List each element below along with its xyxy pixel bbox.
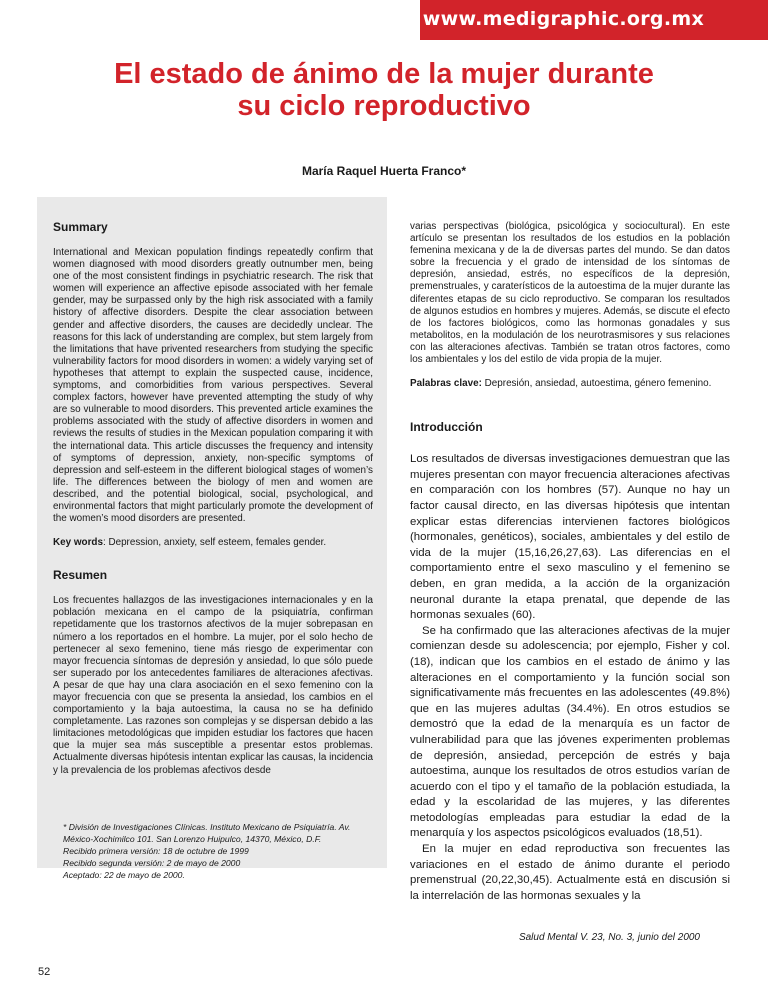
journal-citation: Salud Mental V. 23, No. 3, junio del 2000 — [518, 932, 700, 943]
title-line-1: El estado de ánimo de la mujer durante — [114, 58, 654, 90]
footnote — [53, 821, 373, 881]
right-column — [410, 221, 730, 904]
site-url[interactable]: www.medigraphic.org.mx — [422, 8, 704, 30]
summary-heading: Summary — [53, 220, 108, 234]
intro-paragraph-3: En la mujer en edad reproductiva son frecuentes las variaciones en el estado de ánimo durante el periodo premenstrual (20,22,30,45). Actualmente está en discusión si la interrelación de las hormonas sexuales y la — [410, 843, 730, 902]
keywords-label: Key words — [53, 537, 103, 549]
palabras-clave-label: Palabras clave: — [410, 378, 482, 390]
received-first: Recibido primera versión: 18 de octubre de 1999 — [63, 845, 249, 856]
left-column — [53, 220, 373, 881]
resumen-keywords — [410, 378, 730, 390]
affiliation: * División de Investigaciones Clínicas. Instituto Mexicano de Psiquiatría. Av. México-Xochimilco 101. San Lorenzo Huipulco, 14370, México, D.F. — [63, 821, 351, 844]
title-line-2: su ciclo reproductivo — [237, 90, 531, 122]
introduccion-heading: Introducción — [410, 420, 483, 435]
author-name: María Raquel Huerta Franco* — [301, 164, 467, 178]
page-number: 52 — [38, 966, 51, 978]
resumen-text-left: Los frecuentes hallazgos de las investigaciones internacionales y en la población mexicana en el campo de la psiquiatría, confirman repetidamente que los trastornos afectivos de la mujer sobrepasan en número a los reportados en el hombre. La mujer, por el solo hecho de pertenecer al sexo femenino, tiene más riesgo de experimentar con mayor frecuencia síntomas de depresión y ansiedad, lo que sólo puede ser superado por los antecedentes familiares de alteraciones afectivas. A pesar de que hay una clara asociación en el sexo femenino con la mayor frecuencia con que se presenta la ansiedad, los cambios en el comportamiento y la baja autoestima, la causa no se ha definido completamente. Las razones son complejas y se dispersan debido a las limitaciones metodológicas que impiden estudiar los factores que hacen que la mujer sea más susceptible a presentar estos problemas. Actualmente diversas hipótesis intentan explicar las causas, la incidencia y la prevalencia de los problemas afectivos desde — [53, 595, 374, 776]
palabras-clave-text: Depresión, ansiedad, autoestima, género femenino. — [481, 378, 712, 390]
accepted-date: Aceptado: 22 de mayo de 2000. — [63, 869, 185, 880]
received-second: Recibido segunda versión: 2 de mayo de 2000 — [63, 857, 241, 868]
article-title — [40, 58, 728, 122]
summary-text: International and Mexican population findings repeatedly confirm that women diagnosed with mood disorders greatly outnumber men, being one of the most consistent findings in psychiatric research. The risk that women will experience an affective episode associated with her female gender, may be surpassed only by the high risk associated with a family history of affective disorders. Despite the clear association between gender and affective disorders, the causes are decidedly unclear. The reasons for this lack of understanding are complex, but stem largely from the limitations that have privented researchers from studying the specific vulnerability factors for mood disorders in women: a widely varying set of hypotheses that attempt to explain the suspected cause, incidence, symptoms, and comorbidities from various perspectives. Several complex factors, however have prevented attempting the study of why are so vulnerable to mood disorders. This prevented article examines the problems associated with the study of affective disorders in women and reviews the results of studies in the Mexican population comparing it with the international data. This article discusses the frequency and intensity of symptoms of depression, anxiety, non-specific symptoms of depression and self-esteem in the different biological stages of women’s life. The differences between the biology of men and women are described, and the potential biological, social, psychological, and environmental factors that might particularly promote the development of the women’s mood disorders are presented. — [53, 247, 373, 525]
intro-paragraph-1: Los resultados de diversas investigaciones demuestran que las mujeres presentan con mayor frecuencia alteraciones afectivas en comparación con los hombres (57). Aunque no hay un factor causal directo, en las diversas hipótesis que intentan explicar estas diferencias intervienen factores biológicos (hormonales, genéticos), sociales, ambientales y del estilo de vida de la mujer (15,16,26,27,63). Las diferencias en el comportamiento entre el sexo masculino y el femenino se deben, en gran medida, a la acción de la organización neuronal durante la etapa prenatal, que depende de las hormonas sexuales (60). — [410, 453, 730, 622]
resumen-text-right: varias perspectivas (biológica, psicológica y sociocultural). En este artículo se presentan los resultados de los estudios en la población femenina mexicana y de la de diversas partes del mundo. Se dan datos sobre la frecuencia y el grado de intensidad de los síntomas de depresión, ansiedad, estrés, no específicos de la depresión, premenstruales, y caraterísticos de la autoestima de la mujer durante las diferentes etapas de su ciclo reproductivo. Se comparan los resultados de algunos estudios en hombres y mujeres. Además, se discute el efecto de los factores biológicos, como las hormonas gonadales y sus metabolitos, en la modulación de los neurotrasmisores y sus relaciones con las alteraciones afectivas. También se tratan otros factores, como los ambientales y los del estilo de vida propia de la mujer. — [410, 221, 730, 366]
summary-keywords — [53, 537, 373, 549]
site-banner — [420, 0, 768, 40]
resumen-heading: Resumen — [53, 568, 108, 583]
intro-paragraph-2: Se ha confirmado que las alteraciones afectivas de la mujer comienzan desde su adolescencia; por ejemplo, Fisher y col. (18), indican que los cambios en el estado de ánimo y las alteraciones en el comportamiento y la función social son significativamente más frecuentes en las adolescentes (49.8%) que en las mujeres adultas (34.4%). En otros estudios se demostró que la edad de la menarquía es un factor de vulnerabilidad para que las jóvenes experimenten problemas de depresión, ansiedad, percepción de estrés y baja autoestima, aunque los resultados de otros estudios varían de acuerdo con el tipo y el tamaño de la población estudiada, la edad y la escolaridad de las mujeres, y las diferentes metodologías empleadas para estudiar la edad de la menarquía y los aspectos psicológicos evaluados (18,51). — [410, 624, 730, 840]
keywords-text: : Depression, anxiety, self esteem, females gender. — [102, 537, 327, 549]
